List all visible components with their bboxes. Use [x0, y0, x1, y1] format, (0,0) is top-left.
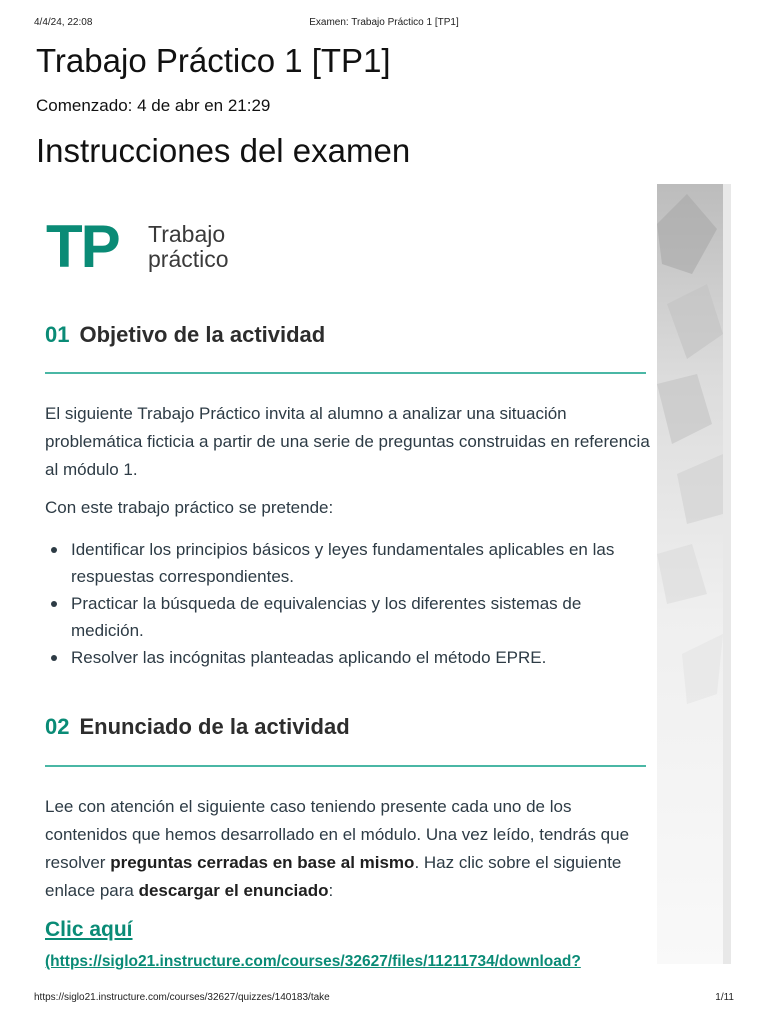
print-url: https://siglo21.instructure.com/courses/32627/quizzes/140183/take: [34, 992, 330, 1003]
print-doc-title: Examen: Trabajo Práctico 1 [TP1]: [309, 17, 459, 28]
section1-number: 01: [45, 322, 70, 347]
section2-text-part2: . Haz clic sobre el siguiente enlace para: [45, 853, 622, 900]
list-item: Resolver las incógnitas planteadas aplicando el método EPRE.: [45, 644, 650, 671]
section1-heading: [45, 322, 325, 348]
instructions-title: Instrucciones del examen: [36, 132, 411, 169]
list-item: Identificar los principios básicos y leyes fundamentales aplicables en las respuestas correspondientes.: [45, 536, 650, 590]
section1-paragraph1: El siguiente Trabajo Práctico invita al alumno a analizar una situación problemática ficticia a partir de una serie de preguntas construidas en referencia al módulo 1.: [45, 404, 650, 479]
decorative-pattern-image: [657, 184, 723, 964]
tp-logo-mark: TP: [46, 213, 119, 280]
tp-logo-caption-line2: práctico: [148, 246, 229, 272]
section2-paragraph: [45, 793, 650, 905]
print-footer: [34, 992, 734, 1006]
list-item: Practicar la búsqueda de equivalencias y los diferentes sistemas de medición.: [45, 590, 650, 644]
print-page-count: 1/11: [715, 992, 734, 1003]
objectives-list: [45, 536, 650, 671]
section1-paragraph2: Con este trabajo práctico se pretende:: [45, 498, 334, 517]
print-date: 4/4/24, 22:08: [34, 17, 93, 28]
section1-title: Objetivo de la actividad: [79, 322, 326, 347]
section2-bold-closed-questions: preguntas cerradas en base al mismo: [110, 853, 415, 872]
geometric-pattern-icon: [657, 184, 723, 964]
print-header: [34, 15, 734, 31]
section2-title: Enunciado de la actividad: [79, 714, 350, 739]
section2-divider: [45, 765, 646, 767]
quiz-started-time: Comenzado: 4 de abr en 21:29: [36, 96, 271, 115]
tp-logo-caption-line1: Trabajo: [148, 221, 226, 247]
section2-text-part3: :: [328, 881, 334, 900]
page-scrollbar[interactable]: [723, 184, 731, 964]
tp-logo-caption: [148, 222, 229, 272]
section2-bold-download: descargar el enunciado: [138, 881, 329, 900]
section1-divider: [45, 372, 646, 374]
download-link[interactable]: Clic aquí: [45, 918, 133, 941]
section2-number: 02: [45, 714, 70, 739]
section2-text-part1: Lee con atención el siguiente caso teniendo presente cada uno de los contenidos que hemos desarrollado en el módulo. Una vez leído, tendrás que resolver: [45, 797, 630, 872]
quiz-title: Trabajo Práctico 1 [TP1]: [36, 42, 391, 79]
section2-heading: [45, 714, 350, 740]
download-url-link[interactable]: (https://siglo21.instructure.com/courses/32627/files/11211734/download?: [45, 953, 581, 970]
